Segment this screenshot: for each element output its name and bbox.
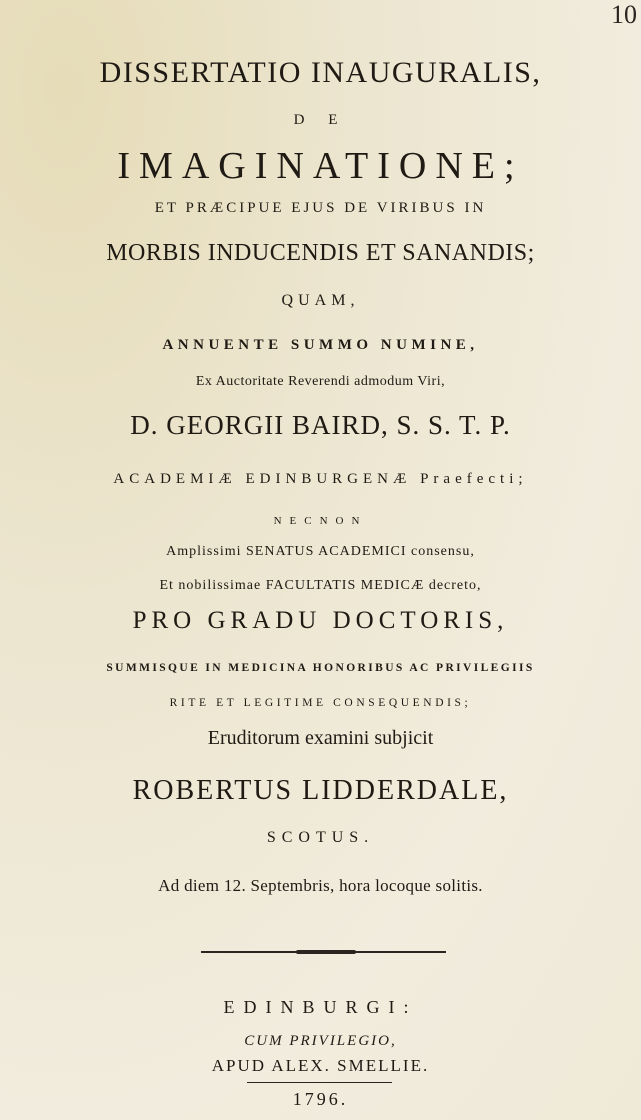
- privilegio-line: CUM PRIVILEGIO,: [244, 1033, 397, 1049]
- academiae-line: ACADEMIÆ EDINBURGENÆ Praefecti;: [113, 471, 528, 487]
- de-line: D E: [293, 112, 348, 128]
- rule-swell: [296, 950, 356, 954]
- honoribus-line: SUMMISQUE IN MEDICINA HONORIBUS AC PRIVILEGIIS: [106, 662, 535, 674]
- date-line: Ad diem 12. Septembris, hora locoque solitis.: [158, 876, 483, 895]
- imprint-city: EDINBURGI:: [223, 997, 418, 1017]
- examini-line: Eruditorum examini subjicit: [207, 727, 434, 749]
- imprint-year: 1796.: [292, 1089, 349, 1109]
- auctoritate-line: Ex Auctoritate Reverendi admodum Viri,: [195, 374, 446, 389]
- short-rule: [247, 1082, 392, 1083]
- author-nationality: SCOTUS.: [266, 829, 375, 846]
- author-name: ROBERTUS LIDDERDALE,: [132, 775, 509, 806]
- subtitle-line-1: ET PRÆCIPUE EJUS DE VIRIBUS IN: [154, 200, 487, 216]
- principal-name: D. GEORGII BAIRD, S. S. T. P.: [130, 410, 511, 440]
- facultatis-line: Et nobilissimae FACULTATIS MEDICÆ decreto,: [159, 578, 482, 593]
- rite-line: RITE ET LEGITIME CONSEQUENDIS;: [169, 697, 472, 709]
- ornamental-rule: [201, 951, 446, 953]
- page-number: 10: [611, 0, 637, 29]
- necnon-line: NECNON: [273, 515, 368, 527]
- annuente-line: ANNUENTE SUMMO NUMINE,: [162, 337, 479, 353]
- degree-line: PRO GRADU DOCTORIS,: [132, 607, 509, 634]
- subject-title: IMAGINATIONE;: [117, 145, 524, 187]
- printer-line: APUD ALEX. SMELLIE.: [211, 1056, 430, 1075]
- quam-line: QUAM,: [281, 292, 360, 309]
- dissertation-title: DISSERTATIO INAUGURALIS,: [99, 56, 542, 89]
- senatus-line: Amplissimi SENATUS ACADEMICI consensu,: [166, 544, 475, 559]
- subtitle-line-2: MORBIS INDUCENDIS ET SANANDIS;: [106, 240, 535, 266]
